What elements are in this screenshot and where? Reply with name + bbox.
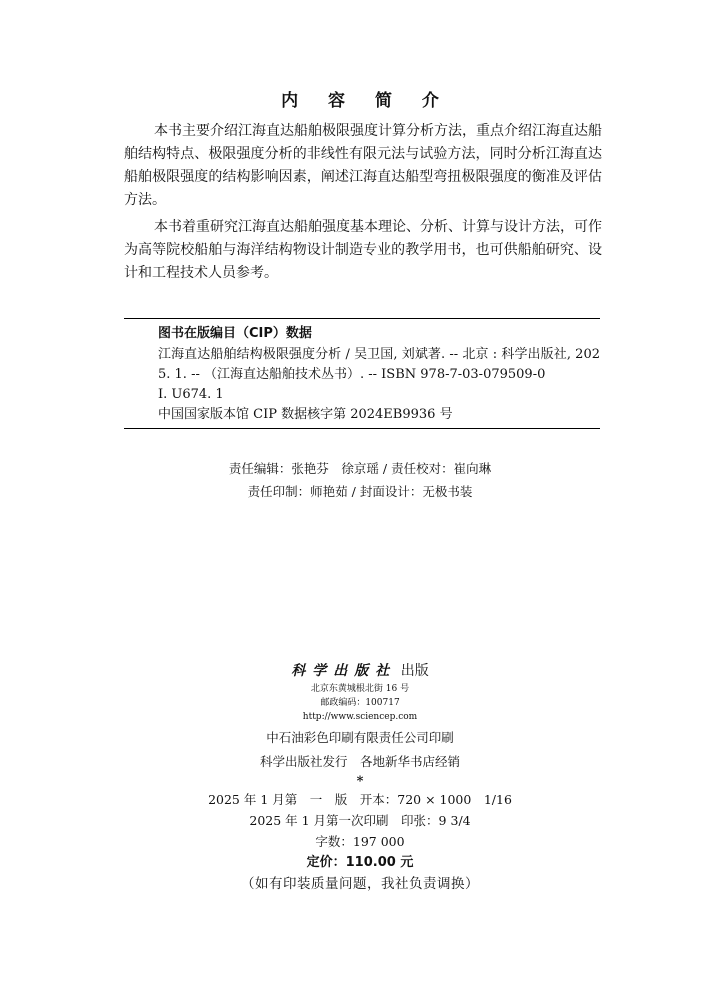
printing-info: 2025 年 1 月第一次印刷 印张：9 3/4: [249, 813, 471, 828]
cip-data-block: [124, 318, 600, 429]
word-count: 字数：197 000: [315, 834, 405, 849]
price: 定价：110.00 元: [306, 855, 414, 870]
cip-heading: 图书在版编目（CIP）数据: [158, 326, 312, 341]
cip-record: 江海直达船舶结构极限强度分析 / 吴卫国, 刘斌著. -- 北京 : 科学出版社, 2025. 1. -- （江海直达船舶技术丛书）. -- ISBN 978-7-03-079509-0: [158, 347, 600, 382]
publisher-suffix: 出版: [400, 663, 429, 679]
publisher-name: [0, 660, 720, 682]
editor-line-1: 责任编辑：张艳芬 徐京瑶 / 责任校对：崔向琳: [228, 461, 492, 476]
summary-paragraph-1: 本书主要介绍江海直达船舶极限强度计算分析方法，重点介绍江海直达船舶结构特点、极限强度分析的非线性有限元法与试验方法，同时分析江海直达船舶极限强度的结构影响因素，阐述江海直达船型弯扭极限强度的衡准及评估方法。: [124, 123, 602, 208]
publisher-logo: 科学出版社: [291, 663, 397, 679]
publisher-info: [0, 660, 720, 895]
summary-paragraph-2: 本书着重研究江海直达船舶强度基本理论、分析、计算与设计方法，可作为高等院校船舶与海洋结构物设计制造专业的教学用书，也可供船舶研究、设计和工程技术人员参考。: [124, 219, 602, 281]
publisher-postcode: 邮政编码：100717: [320, 698, 400, 708]
page-title: 内 容 简 介: [281, 91, 451, 111]
quality-note: （如有印装质量问题，我社负责调换）: [241, 876, 479, 892]
publisher-website: http://www.sciencep.com: [302, 712, 418, 722]
printer-info: 中石油彩色印刷有限责任公司印刷: [266, 730, 454, 745]
cip-classification: Ⅰ. U674. 1: [158, 387, 224, 402]
editor-line-2: 责任印制：师艳茹 / 封面设计：无极书装: [247, 484, 473, 499]
publisher-address: 北京东黄城根北街 16 号: [310, 684, 410, 694]
edition-info: 2025 年 1 月第 一 版 开本：720 × 1000 1/16: [208, 792, 512, 807]
book-summary: [124, 120, 602, 289]
separator-star: *: [356, 774, 364, 789]
cip-verification: 中国国家版本馆 CIP 数据核字第 2024EB9936 号: [158, 407, 453, 422]
editorial-credits: [0, 457, 720, 503]
distribution-info: 科学出版社发行 各地新华书店经销: [259, 754, 460, 769]
